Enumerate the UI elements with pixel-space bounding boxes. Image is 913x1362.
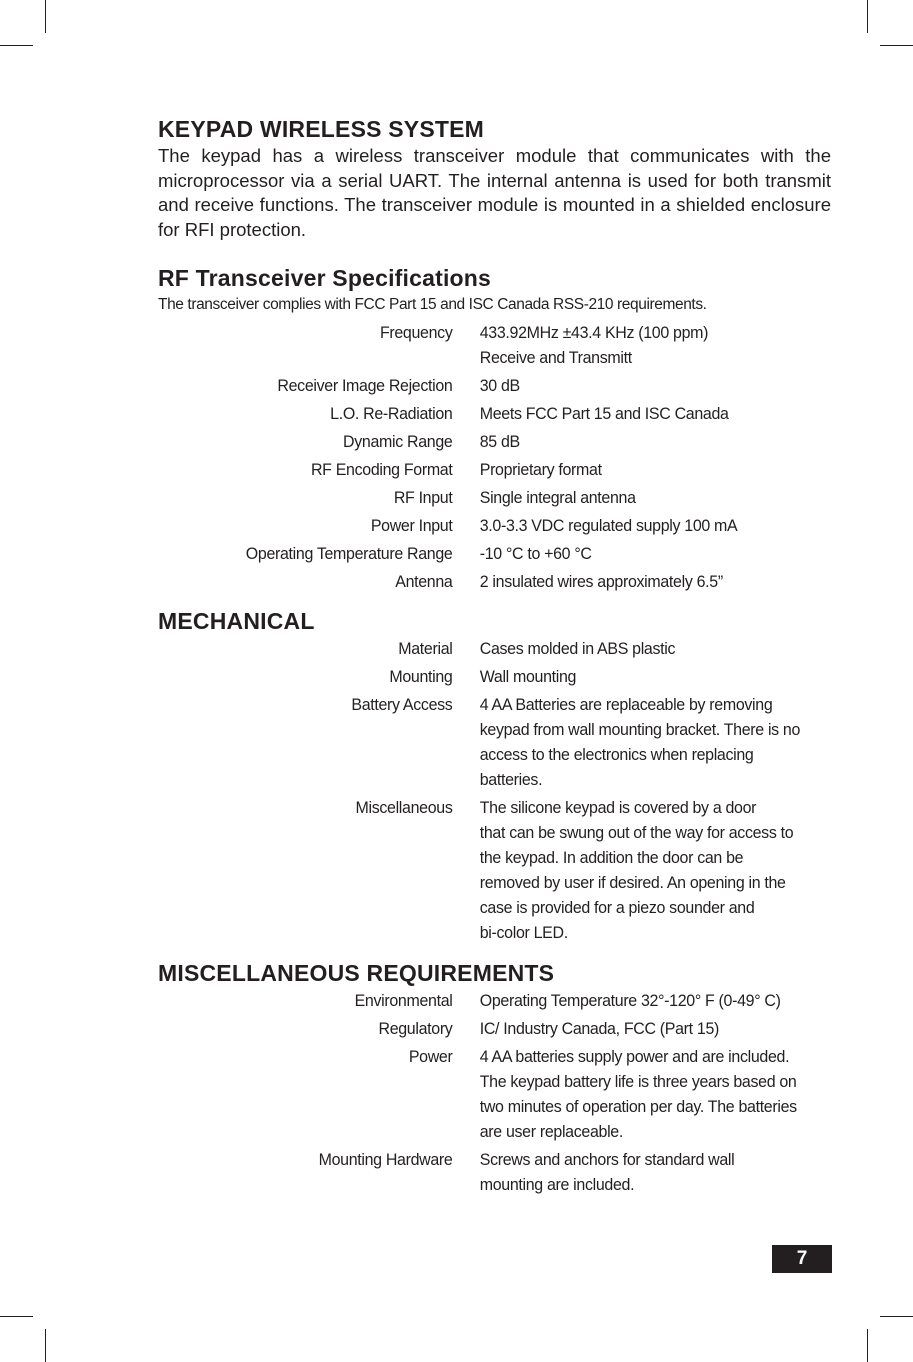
spec-label: Regulatory: [378, 1019, 453, 1038]
spec-row: [28, 1044, 886, 1144]
spec-value: 30 dB: [479, 376, 520, 395]
spec-label: RF Encoding Format: [310, 460, 453, 479]
spec-label: Frequency: [379, 323, 453, 342]
spec-label: Material: [398, 639, 453, 658]
rf-intro: The transceiver complies with FCC Part 15 and ISC Canada RSS-210 requirements.: [158, 296, 707, 313]
crop-mark: [0, 1316, 33, 1317]
keypad-heading: KEYPAD WIRELESS SYSTEM: [158, 116, 485, 142]
spec-row: [28, 692, 886, 792]
spec-value: Meets FCC Part 15 and ISC Canada: [479, 404, 729, 423]
crop-mark: [867, 0, 868, 33]
spec-row: [28, 569, 886, 594]
spec-label: Antenna: [395, 572, 453, 591]
spec-value: 4 AA batteries supply power and are included. The keypad battery life is three years based on two minutes of operation per day. The batteries are user replaceable.: [479, 1047, 797, 1141]
crop-mark: [0, 45, 33, 46]
spec-row: [28, 795, 886, 945]
misc-heading: MISCELLANEOUS REQUIREMENTS: [158, 960, 555, 986]
spec-label: Dynamic Range: [343, 432, 453, 451]
spec-label: Receiver Image Rejection: [277, 376, 453, 395]
misc-spec-table: [28, 988, 886, 1200]
spec-row: [28, 664, 886, 689]
rf-spec-table: [28, 320, 886, 597]
spec-value: Wall mounting: [479, 667, 577, 686]
spec-label: Environmental: [354, 991, 453, 1010]
rf-heading: RF Transceiver Specifications: [158, 265, 492, 291]
spec-label: Mounting: [389, 667, 453, 686]
spec-row: [28, 988, 886, 1013]
page-number: 7: [772, 1245, 832, 1273]
spec-row: [28, 636, 886, 661]
crop-mark: [867, 1329, 868, 1362]
spec-label: Power Input: [370, 516, 453, 535]
spec-row: [28, 320, 886, 370]
spec-value: Operating Temperature 32°-120° F (0-49° C): [479, 991, 781, 1010]
spec-value: Cases molded in ABS plastic: [479, 639, 676, 658]
crop-mark: [880, 1316, 913, 1317]
spec-value: -10 °C to +60 °C: [479, 544, 592, 563]
crop-mark: [880, 45, 913, 46]
spec-row: [28, 541, 886, 566]
spec-value: Single integral antenna: [479, 488, 636, 507]
spec-value: 4 AA Batteries are replaceable by removing keypad from wall mounting bracket. There is no access to the electronics when replacing batteries.: [479, 695, 801, 789]
spec-row: [28, 429, 886, 454]
spec-row: [28, 1016, 886, 1041]
spec-row: [28, 513, 886, 538]
spec-value: 85 dB: [479, 432, 520, 451]
mechanical-heading: MECHANICAL: [158, 608, 315, 634]
crop-mark: [45, 0, 46, 33]
keypad-description: The keypad has a wireless transceiver module that communicates with the microprocessor via a serial UART. The internal antenna is used for both transmit and receive functions. The transceiver module is mounted in a shielded enclosure for RFI protection.: [158, 145, 831, 240]
spec-row: [28, 401, 886, 426]
spec-label: Operating Temperature Range: [245, 544, 453, 563]
spec-row: [28, 485, 886, 510]
spec-value: 2 insulated wires approximately 6.5”: [479, 572, 723, 591]
spec-value: Proprietary format: [479, 460, 602, 479]
mechanical-spec-table: [28, 636, 886, 948]
spec-value: The silicone keypad is covered by a door that can be swung out of the way for access to the keypad. In addition the door can be removed by user if desired. An opening in the case is provided for a piezo sounder and bi-color LED.: [479, 798, 794, 942]
spec-label: Battery Access: [351, 695, 453, 714]
spec-label: Miscellaneous: [355, 798, 453, 817]
spec-value: IC/ Industry Canada, FCC (Part 15): [479, 1019, 719, 1038]
spec-value: 3.0-3.3 VDC regulated supply 100 mA: [479, 516, 738, 535]
spec-label: L.O. Re-Radiation: [330, 404, 453, 423]
crop-mark: [45, 1329, 46, 1362]
spec-value: 433.92MHz ±43.4 KHz (100 ppm) Receive and Transmitt: [479, 323, 709, 367]
spec-row: [28, 373, 886, 398]
spec-value: Screws and anchors for standard wall mounting are included.: [479, 1150, 735, 1194]
spec-row: [28, 1147, 886, 1197]
spec-label: Power: [408, 1047, 453, 1066]
spec-label: RF Input: [393, 488, 453, 507]
spec-label: Mounting Hardware: [318, 1150, 453, 1169]
spec-row: [28, 457, 886, 482]
